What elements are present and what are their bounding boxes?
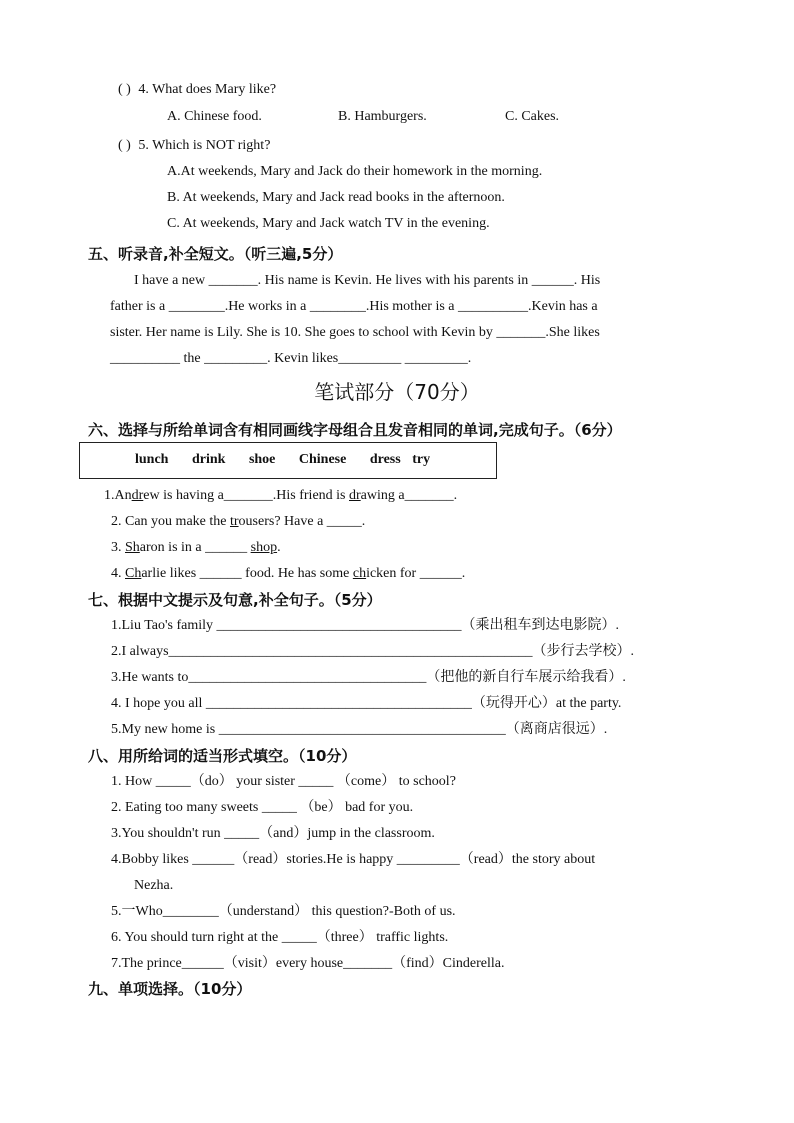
section6-heading: 六、选择与所给单词含有相同画线字母组合且发音相同的单词,完成句子。（6分） — [88, 421, 622, 439]
underlined-letters: Ch — [125, 566, 142, 581]
s7-item-3: 3.He wants to__________________________________（把他的新自行车展示给我看）. — [111, 670, 626, 685]
question-text: 4. What does Mary like? — [138, 82, 277, 97]
section7-heading: 七、根据中文提示及句意,补全句子。（5分） — [88, 591, 382, 609]
section8-heading: 八、用所给词的适当形式填空。（10分） — [88, 747, 357, 765]
underlined-letters: dr — [131, 488, 144, 503]
passage-line-4: __________ the _________. Kevin likes_________ _________. — [110, 351, 472, 366]
underlined-letters: dr — [349, 488, 361, 503]
word-item: try — [412, 452, 431, 467]
word-item: Chinese — [298, 452, 347, 467]
s8-item-7: 7.The prince______（visit）every house_______（find）Cinderella. — [111, 956, 505, 971]
question-text: 5. Which is NOT right? — [138, 138, 271, 153]
word-item: shoe — [248, 452, 276, 467]
s8-item-4: 4.Bobby likes ______（read）stories.He is happy _________（read）the story about — [111, 852, 596, 867]
word-box — [79, 442, 497, 479]
section5-heading: 五、听录音,补全短文。（听三遍,5分） — [88, 245, 343, 263]
q4-option-a: A. Chinese food. — [167, 109, 262, 124]
underlined-word: shop — [250, 540, 278, 555]
q4-option-b: B. Hamburgers. — [338, 109, 427, 124]
answer-paren[interactable]: ( ) — [118, 138, 131, 153]
q5-option-c: C. At weekends, Mary and Jack watch TV in the evening. — [167, 216, 490, 231]
passage-line-1: I have a new _______. His name is Kevin. He lives with his parents in ______. His — [134, 273, 601, 288]
q4-stem-line — [118, 81, 276, 99]
underlined-letters: ch — [352, 566, 367, 581]
s7-item-5: 5.My new home is _________________________________________（离商店很远）. — [111, 722, 608, 737]
s8-item-6: 6. You should turn right at the _____（three） traffic lights. — [111, 930, 449, 945]
word-item: lunch — [135, 452, 169, 467]
q5-option-b: B. At weekends, Mary and Jack read books in the afternoon. — [167, 190, 505, 205]
section9-heading: 九、单项选择。（10分） — [88, 980, 252, 998]
s6-question-2: 2. Can you make the trousers? Have a _____. — [111, 514, 366, 529]
q5-stem-line — [118, 137, 270, 155]
q5-option-a: A.At weekends, Mary and Jack do their homework in the morning. — [167, 164, 543, 179]
s7-item-4: 4. I hope you all ______________________________________（玩得开心）at the party. — [111, 696, 622, 711]
answer-paren[interactable]: ( ) — [118, 82, 131, 97]
word-item: dress — [369, 452, 401, 467]
underlined-letters: Sh — [125, 540, 140, 555]
s8-item-1: 1. How _____（do） your sister _____ （come） to school? — [111, 774, 456, 789]
passage-line-2: father is a ________.He works in a ________.His mother is a __________.Kevin has a — [110, 299, 598, 314]
s8-item-3: 3.You shouldn't run _____（and）jump in the classroom. — [111, 826, 435, 841]
s6-question-4: 4. Charlie likes ______ food. He has some chicken for ______. — [111, 566, 466, 581]
word-item: drink — [191, 452, 226, 467]
written-part-title: 笔试部分（70分） — [314, 380, 480, 404]
underlined-letters: tr — [229, 514, 239, 529]
s7-item-2: 2.I always____________________________________________________（步行去学校）. — [111, 644, 635, 659]
passage-line-3: sister. Her name is Lily. She is 10. She goes to school with Kevin by _______.She likes — [110, 325, 600, 340]
s7-item-1: 1.Liu Tao's family ___________________________________（乘出租车到达电影院）. — [111, 618, 619, 633]
s8-item-2: 2. Eating too many sweets _____ （be） bad for you. — [111, 800, 414, 815]
s6-question-3: 3. Sharon is in a ______ shop. — [111, 540, 281, 555]
s8-item-5: 5.一Who________（understand） this question?-Both of us. — [111, 904, 456, 919]
s6-question-1: 1.Andrew is having a_______.His friend is drawing a_______. — [104, 488, 458, 503]
s8-item-4-cont: Nezha. — [134, 878, 174, 893]
q4-option-c: C. Cakes. — [505, 109, 560, 124]
